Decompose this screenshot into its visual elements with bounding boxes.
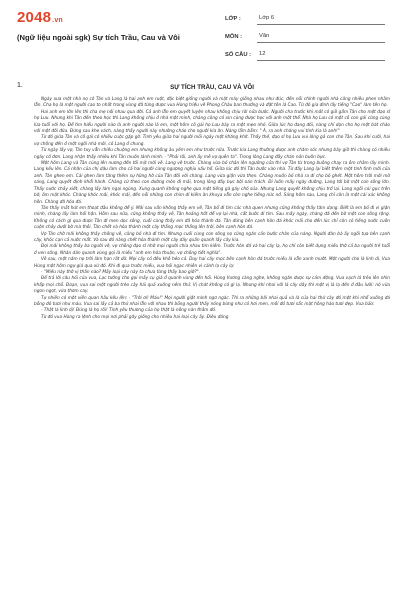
story-paragraph: Hai anh em lớn lên thì cha mẹ nối nhau qua đời. Cả anh lẫn em quyết luyện nhau không chịu rời nửa bước. Người cha trước khi mất có gửi gắm Tân cho một đạo sĩ họ Lưu. Nhưng khi Tân đến theo học thì Lang không chịu ở nhà một mình, chàng cũng có xin cùng được học với anh một thể. Nhà họ Lưu có một cô con gái cũng cùng lứa tuổi với họ. Để tìm hiểu người nào là anh người nào là em, một hôm cô gái họ Lưu bày ra một mẹo nhỏ. Giữa lúc họ đang đói, nàng chỉ dọn cho họ một bát cháo với một đôi đũa. Đứng sau khe vách, nàng thấy người này nhường cháo cho người kia ăn. Nàng lẩm bẩm: " À, ra anh chàng vui tính kia là anh!" (34, 109, 390, 135)
meta-row-subject (225, 28, 385, 46)
logo-text: 2048 (17, 9, 52, 26)
page-header (0, 0, 400, 64)
meta-label: MÔN : (225, 34, 243, 40)
meta-value: Văn (257, 31, 385, 43)
story-paragraph: Từ ngày lấy vợ, Tân tuy vẫn chiều chuộng em nhưng không âu yếm em như trước nữa. Trước kia Lang thường được anh chăm sóc nhưng bây giờ thì chàng có nhiều ngày cô đơn. Lang nhận thấy nhiều khi Tân muốn lánh mình. - "Phải rồi, anh ấy mê vợ quên ta". Trong lòng Lang đầy chán nản buồn bực. (34, 148, 390, 160)
logo-suffix: .vn (52, 17, 63, 24)
story-paragraph: - Thật là linh dị! Đúng là họ rồi! Tình yêu thương của họ thật là nồng nàn thắm đỏ. (41, 308, 217, 314)
site-logo[interactable] (17, 9, 63, 26)
section-number: 1. (17, 82, 23, 89)
story-paragraph: Vợ Tân chờ mãi không thấy chồng về, cũng bỏ nhà đi tìm. Nhưng cuối cùng con sông nọ cũng ngăn cản bước chân của nàng. Người đàn bà ấy ngồi tựa bên cạnh cây, khóc cạn cả nước mắt. Và sau đó nàng chết hóa thành một cây dây quấn quanh lấy cây kia. (34, 231, 390, 243)
meta-row-class (225, 10, 385, 28)
story-paragraph: Tự nhiên có một viên quan hầu kêu lên: - "Trời ơi! Máu!" Mọi người giật mình ngơ ngác. Thì ra những bãi nhai quả và lá của hai thứ cây đó một khi nhổ xuống đá bỗng đỏ tươi như máu. Vua sai lấy cả ba thứ nhai lẫn với nhau thì bỗng người thấy nóng bừng như có hơi men, môi đỏ tươi sắc mặt hồng hào tươi đẹp. Vua bảo: (34, 295, 390, 307)
meta-value: Lớp 6 (257, 13, 385, 25)
story-paragraph: Ngày xưa một nhà nọ có Tân và Lang là hai anh em ruột, đặc biệt giống người và mặt mày giống nhau như đúc, đến nỗi chính người nhà cũng nhiều phen nhầm lẫn. Cha họ là một người cao to nhất trong vùng đã từng được vua Hùng triệu về Phong Châu ban thưởng và đặt tên là Cao. Từ đó gia đình lấy tiếng "Cao" làm tên họ. (34, 97, 390, 109)
document-title: (Ngữ liệu ngoài sgk) Sự tích Trầu, Cau và Vôi (17, 33, 180, 42)
story-paragraph: Từ đó giữa Tân và cô gái có nhiều cuộc gặp gỡ. Tình yêu giữa hai người mỗi ngày một khăng khít. Thấy thế, đạo sĩ họ Lưu vui lòng gả con cho Tân. Sau khi cưới, hai vợ chồng đến ở một ngôi nhà mới, có Lang ở chung. (34, 135, 390, 147)
story-paragraph: Về sau, một năm nọ trời làm hạn rất dữ. Mọi cây cỏ đều khô héo cả. Duy hai cây mọc bên cạnh hòn đá trước miếu là vẫn xanh mướt. Một người cho là linh dị. Vua Hùng một hôm ngự giá qua xứ đó. Khi đi qua trước miếu, vua hỏi ngạc nhiên vì cảnh lạ cây lạ: (34, 257, 390, 269)
story-paragraph: Để trả lời câu hỏi của vua, Lạc tướng cho gọi mấy cụ già ở quanh vùng đến hỏi. Hùng Vương càng nghe, không ngăn được sự cảm động. Vua vạch lá trèo lên nhìn khắp mọi chỗ. Đoạn, vua sai một người trèo cây hái quả xuống nếm thử. Vị chát không có gì lạ. Nhưng khi nhai với lá cây dây thì một vị là lạ đến ở đầu lưỡi: nó vừa ngon ngọt, vừa thơm cay. (34, 276, 390, 295)
story-paragraph: Một hôm Lang và Tân cùng lên nương đến tối mịt mới về. Lang về trước. Chàng vừa bỏ chân lên ngưỡng cửa thì vợ Tân từ trong buồng chạy ra ôm chầm lấy mình. Lang kêu lên. Cả nhăn của chị dâu làm cho cả hai người cùng ngượng nghịu xấu hổ. Giữa lúc đó thì Tân bước vào nhà. Từ đấy Lang lại biết thêm một tính tình mới của anh. Tân ghen em. Cái ghen làm tăng thêm sự hững hờ của Tân đối với chàng. Lang vừa giận vừa thẹn. Chàng muốn bỏ nhà ra đi cho bõ ghét. Một hôm trời mới mờ sáng, Lang quyết định khởi hành. Chàng cứ theo con đường mòn đi mãi, trong lòng đầy bực bội oán trách. Đi luôn mấy ngày đường, Lang tới bờ một con sông lớn. Thấy nước chảy xiết, chàng lấy làm ngại ngùng. Xung quanh không nghe qua một tiếng gà gáy chó sủa. Nhưng Lang quyết không chịu trở lại. Lang ngồi cúi gục trên bờ, ôm mặt khóc. Chàng khóc mãi, khóc mãi, đến nỗi những con chim đi kiếm ăn khuya vẫn còn nghe tiếng nức nở. Sáng hôm sau, Lang chỉ còn là một cái xác không hồn. Chàng đã hóa đá. (34, 161, 390, 205)
meta-label: SỐ CÂU : (225, 52, 252, 58)
meta-label: LỚP : (225, 16, 241, 22)
story-paragraph: - "Miếu này thờ vị thần nào? Mấy loại cây này ta chưa từng thấy bao giờ?". (41, 269, 200, 275)
meta-row-question-count (225, 46, 385, 64)
story-title: SỰ TÍCH TRẦU, CAU VÀ VÔI (170, 84, 254, 91)
meta-value: 12 (257, 49, 385, 61)
story-content (34, 84, 390, 321)
story-paragraph: Từ đó vua Hùng ra lệnh cho mọi nơi phải gây giống cho nhiều hai loại cây ấy. Điều đáng (41, 314, 229, 320)
story-paragraph: Tân thấy mất hút em thoạt đầu không để ý. Mãi sau vắn không thấy em về, Tân bổ đi tìm các nhà quen nhưng cũng không thấy tăm dạng. Biết là em bỏ đi vì giận mình, chàng lấy làm hối hận. Hôm sau nữa, cũng không thấy về, Tân hoảng hốt để vợ lại nhà, cất bước đi tìm. Sau mấy ngày, chàng đã đến bờ một con sông rộng. Không có cách gì qua được Tân đi men dọc sông, cuối cùng thấy em đã hóa thành đá. Tân đứng bên cạnh hòn đá khóc mãi cho đến lúc chỉ còn có tiếng nước cuồn cuộn chảy dưới bờ mà thôi. Tân chết và hóa thành một cây thẳng mọc thẳng lên trời, bên cạnh hòn đá. (34, 205, 390, 231)
meta-info (225, 10, 385, 64)
story-paragraph: Đợi mãi không thấy ba người về, vợ chồng đạo sĩ nhờ mọi người chia nhau tìm kiếm. Trước hòn đá và hai cây lạ, họ chỉ còn biết dựng miếu thờ cả ba người trẻ tuổi ở ven sông. Nhân dân quanh vùng gọi là miếu "anh em hòa thuận, vợ chồng tiết nghĩa". (34, 244, 390, 256)
